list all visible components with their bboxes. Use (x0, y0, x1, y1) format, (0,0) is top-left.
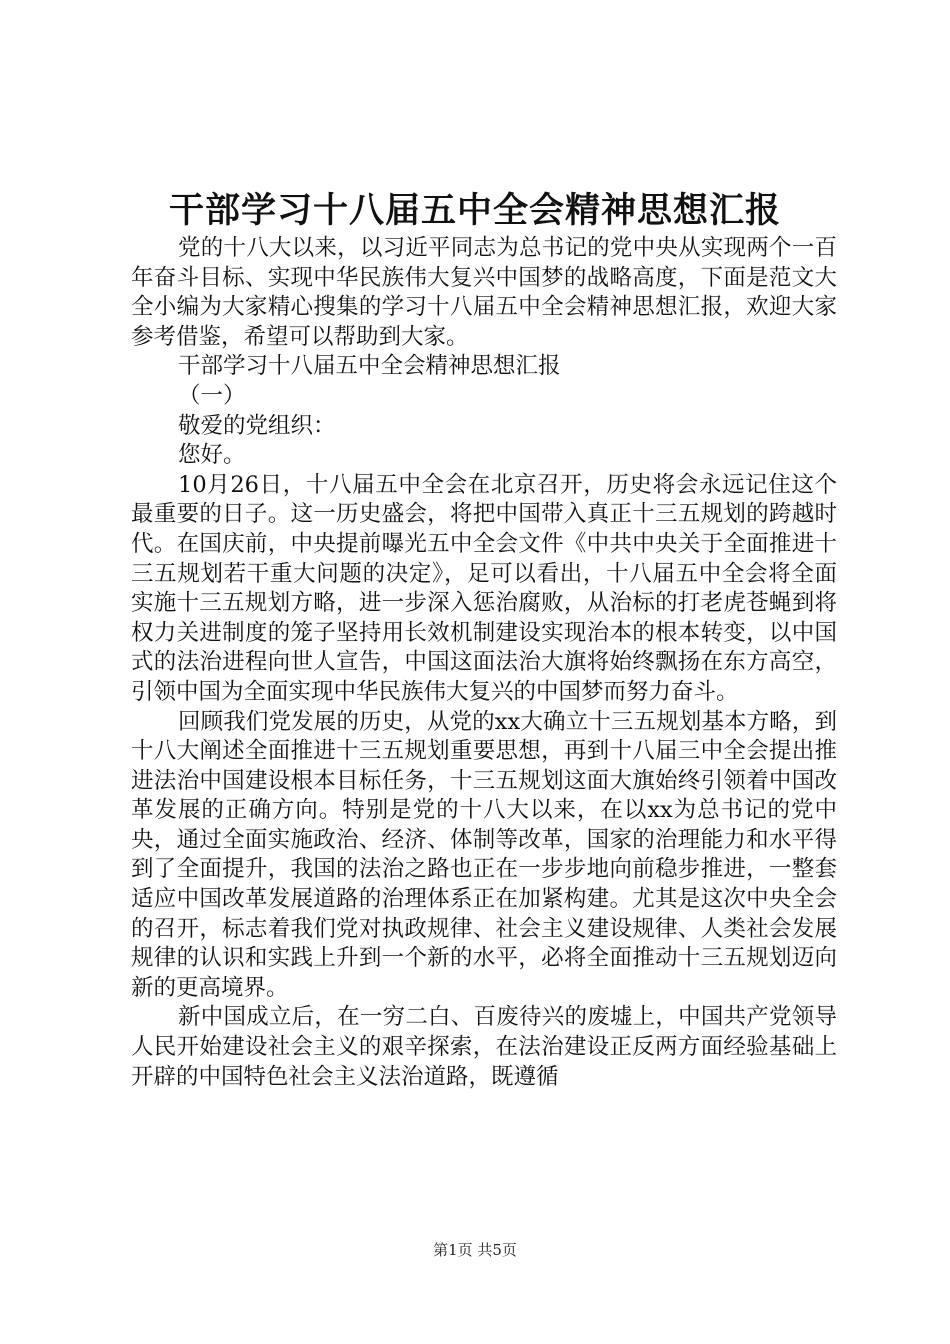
document-body (131, 234, 837, 1092)
section-number: （一） (178, 382, 246, 409)
body-paragraph: 回顾我们党发展的历史，从党的xx大确立十三五规划基本方略，到十八大阐述全面推进十三五规划重要思想，再到十八届三中全会提出推进法治中国建设根本目标任务，十三五规划这面大旗始终引领着中国改革发展的正确方向。特别是党的十八大以来，在以xx为总书记的党中央，通过全面实施政治、经济、体制等改革，国家的治理能力和水平得到了全面提升，我国的法治之路也正在一步步地向前稳步推进，一整套适应中国改革发展道路的治理体系正在加紧构建。尤其是这次中央全会的召开，标志着我们党对执政规律、社会主义建设规律、人类社会发展规律的认识和实践上升到一个新的水平，必将全面推动十三五规划迈向新的更高境界。 (131, 708, 837, 1001)
body-paragraph: 新中国成立后，在一穷二白、百废待兴的废墟上，中国共产党领导人民开始建设社会主义的艰辛探索，在法治建设正反两方面经验基础上开辟的中国特色社会主义法治道路，既遵循 (131, 1004, 837, 1090)
intro-paragraph: 党的十八大以来，以习近平同志为总书记的党中央从实现两个一百年奋斗目标、实现中华民族伟大复兴中国梦的战略高度，下面是范文大全小编为大家精心搜集的学习十八届五中全会精神思想汇报，欢迎大家参考借鉴，希望可以帮助到大家。 (131, 235, 837, 350)
section-heading: 干部学习十八届五中全会精神思想汇报 (178, 353, 561, 380)
document-title: 干部学习十八届五中全会精神思想汇报 (168, 190, 781, 231)
greeting: 您好。 (178, 442, 246, 469)
body-paragraph: 10月26日，十八届五中全会在北京召开，历史将会永远记住这个最重要的日子。这一历史盛会，将把中国带入真正十三五规划的跨越时代。在国庆前，中央提前曝光五中全会文件《中共中央关于全面推进十三五规划若干重大问题的决定》，足可以看出，十八届五中全会将全面实施十三五规划方略，进一步深入惩治腐败，从治标的打老虎苍蝇到将权力关进制度的笼子坚持用长效机制建设实现治本的根本转变，以中国式的法治进程向世人宣告，中国这面法治大旗将始终飘扬在东方高空，引领中国为全面实现中华民族伟大复兴的中国梦而努力奋斗。 (131, 471, 837, 705)
page-number-footer: 第1页 共5页 (433, 1241, 517, 1259)
salutation: 敬爱的党组织： (178, 412, 336, 439)
